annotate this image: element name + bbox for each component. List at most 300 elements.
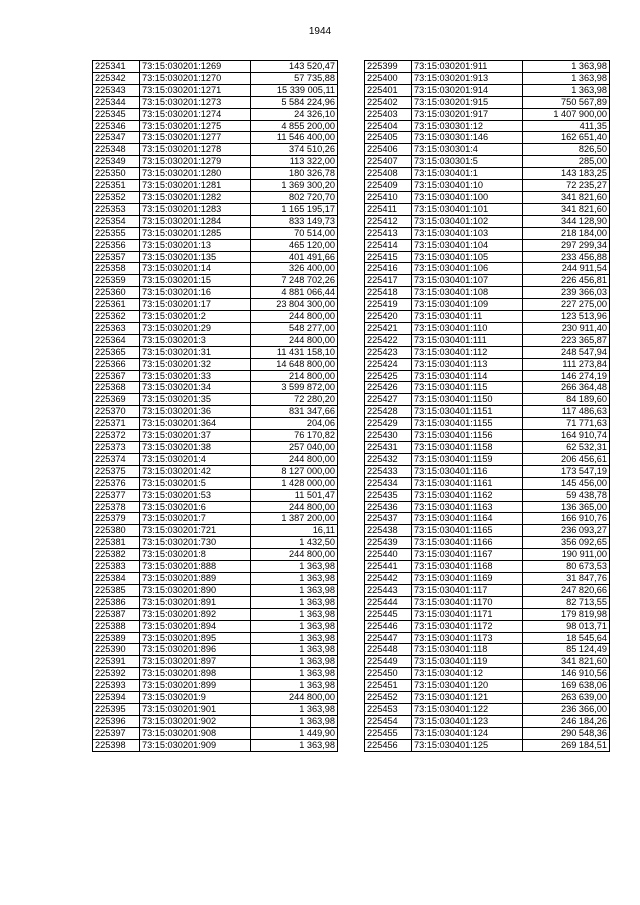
cadastral-value: 166 910,76 [523, 513, 610, 525]
cadastral-number: 73:15:030201:53 [140, 489, 251, 501]
row-number: 225348 [93, 144, 140, 156]
cadastral-value: 233 456,88 [523, 251, 610, 263]
cadastral-value: 15 339 005,11 [251, 84, 338, 96]
row-number: 225410 [365, 191, 412, 203]
cadastral-number: 73:15:030201:899 [140, 680, 251, 692]
table-row [93, 584, 338, 596]
cadastral-number: 73:15:030201:3 [140, 334, 251, 346]
table-row [365, 120, 610, 132]
row-number: 225349 [93, 156, 140, 168]
row-number: 225362 [93, 311, 140, 323]
cadastral-number: 73:15:030401:1159 [412, 453, 523, 465]
cadastral-number: 73:15:030201:14 [140, 263, 251, 275]
row-number: 225429 [365, 418, 412, 430]
table-row [93, 418, 338, 430]
cadastral-number: 73:15:030401:112 [412, 346, 523, 358]
cadastral-number: 73:15:030201:897 [140, 656, 251, 668]
table-row [365, 739, 610, 751]
cadastral-number: 73:15:030201:915 [412, 96, 523, 108]
row-number: 225342 [93, 72, 140, 84]
table-row [93, 680, 338, 692]
cadastral-number: 73:15:030401:125 [412, 739, 523, 751]
row-number: 225406 [365, 144, 412, 156]
cadastral-number: 73:15:030401:108 [412, 287, 523, 299]
cadastral-value: 246 184,26 [523, 715, 610, 727]
cadastral-number: 73:15:030201:909 [140, 739, 251, 751]
row-number: 225398 [93, 739, 140, 751]
cadastral-number: 73:15:030401:106 [412, 263, 523, 275]
cadastral-value: 7 248 702,26 [251, 275, 338, 287]
row-number: 225383 [93, 561, 140, 573]
cadastral-number: 73:15:030401:1163 [412, 501, 523, 513]
table-row [93, 596, 338, 608]
cadastral-value: 826,50 [523, 144, 610, 156]
table-row [365, 584, 610, 596]
cadastral-value: 145 456,00 [523, 477, 610, 489]
cadastral-value: 18 545,64 [523, 632, 610, 644]
table-row [365, 715, 610, 727]
cadastral-number: 73:15:030201:908 [140, 727, 251, 739]
cadastral-number: 73:15:030201:1269 [140, 61, 251, 73]
cadastral-value: 11 431 158,10 [251, 346, 338, 358]
row-number: 225407 [365, 156, 412, 168]
row-number: 225354 [93, 215, 140, 227]
table-row [365, 287, 610, 299]
table-row [93, 453, 338, 465]
row-number: 225347 [93, 132, 140, 144]
cadastral-number: 73:15:030401:1172 [412, 620, 523, 632]
cadastral-value: 23 804 300,00 [251, 299, 338, 311]
table-row [365, 132, 610, 144]
cadastral-number: 73:15:030401:1166 [412, 537, 523, 549]
cadastral-number: 73:15:030201:1271 [140, 84, 251, 96]
cadastral-number: 73:15:030201:896 [140, 644, 251, 656]
cadastral-number: 73:15:030201:1282 [140, 191, 251, 203]
table-row [93, 311, 338, 323]
cadastral-value: 236 366,00 [523, 703, 610, 715]
row-number: 225363 [93, 322, 140, 334]
cadastral-number: 73:15:030401:1162 [412, 489, 523, 501]
cadastral-number: 73:15:030201:13 [140, 239, 251, 251]
row-number: 225385 [93, 584, 140, 596]
cadastral-number: 73:15:030401:1150 [412, 394, 523, 406]
table-row [365, 406, 610, 418]
row-number: 225365 [93, 346, 140, 358]
cadastral-number: 73:15:030201:1285 [140, 227, 251, 239]
row-number: 225402 [365, 96, 412, 108]
cadastral-value: 70 514,00 [251, 227, 338, 239]
table-row [93, 703, 338, 715]
cadastral-number: 73:15:030201:1270 [140, 72, 251, 84]
cadastral-number: 73:15:030201:34 [140, 382, 251, 394]
row-number: 225415 [365, 251, 412, 263]
cadastral-number: 73:15:030401:1170 [412, 596, 523, 608]
cadastral-number: 73:15:030401:1169 [412, 572, 523, 584]
table-row [93, 632, 338, 644]
table-row [365, 251, 610, 263]
table-row [365, 572, 610, 584]
cadastral-value: 206 456,61 [523, 453, 610, 465]
table-row [365, 144, 610, 156]
table-row [365, 84, 610, 96]
cadastral-number: 73:15:030201:135 [140, 251, 251, 263]
row-number: 225403 [365, 108, 412, 120]
table-row [365, 346, 610, 358]
cadastral-value: 356 092,65 [523, 537, 610, 549]
cadastral-value: 146 910,56 [523, 668, 610, 680]
cadastral-value: 1 363,98 [251, 739, 338, 751]
cadastral-number: 73:15:030401:123 [412, 715, 523, 727]
table-row [365, 156, 610, 168]
table-row [93, 191, 338, 203]
cadastral-number: 73:15:030301:146 [412, 132, 523, 144]
cadastral-value: 344 128,90 [523, 215, 610, 227]
cadastral-value: 227 275,00 [523, 299, 610, 311]
table-row [93, 501, 338, 513]
cadastral-value: 123 513,96 [523, 311, 610, 323]
row-number: 225451 [365, 680, 412, 692]
row-number: 225376 [93, 477, 140, 489]
table-row [365, 501, 610, 513]
row-number: 225390 [93, 644, 140, 656]
cadastral-value: 72 235,27 [523, 180, 610, 192]
table-row [93, 251, 338, 263]
table-row [365, 108, 610, 120]
cadastral-value: 244 800,00 [251, 453, 338, 465]
row-number: 225394 [93, 692, 140, 704]
row-number: 225441 [365, 561, 412, 573]
table-row [365, 96, 610, 108]
row-number: 225359 [93, 275, 140, 287]
cadastral-value: 214 800,00 [251, 370, 338, 382]
cadastral-number: 73:15:030401:102 [412, 215, 523, 227]
row-number: 225370 [93, 406, 140, 418]
cadastral-value: 136 365,00 [523, 501, 610, 513]
table-row [93, 715, 338, 727]
row-number: 225445 [365, 608, 412, 620]
row-number: 225431 [365, 442, 412, 454]
row-number: 225352 [93, 191, 140, 203]
cadastral-number: 73:15:030201:8 [140, 549, 251, 561]
cadastral-number: 73:15:030201:891 [140, 596, 251, 608]
cadastral-number: 73:15:030201:1284 [140, 215, 251, 227]
table-row [365, 549, 610, 561]
cadastral-value: 239 366,03 [523, 287, 610, 299]
cadastral-number: 73:15:030401:122 [412, 703, 523, 715]
table-row [365, 477, 610, 489]
table-row [365, 668, 610, 680]
cadastral-number: 73:15:030401:1167 [412, 549, 523, 561]
row-number: 225386 [93, 596, 140, 608]
cadastral-value: 82 713,55 [523, 596, 610, 608]
cadastral-value: 1 363,98 [251, 596, 338, 608]
cadastral-value: 263 639,00 [523, 692, 610, 704]
table-row [93, 549, 338, 561]
cadastral-value: 1 428 000,00 [251, 477, 338, 489]
table-row [93, 156, 338, 168]
row-number: 225442 [365, 572, 412, 584]
cadastral-number: 73:15:030401:105 [412, 251, 523, 263]
cadastral-value: 72 280,20 [251, 394, 338, 406]
cadastral-value: 180 326,78 [251, 168, 338, 180]
row-number: 225355 [93, 227, 140, 239]
cadastral-number: 73:15:030401:10 [412, 180, 523, 192]
cadastral-number: 73:15:030401:120 [412, 680, 523, 692]
cadastral-number: 73:15:030401:1168 [412, 561, 523, 573]
cadastral-value: 1 363,98 [251, 584, 338, 596]
row-number: 225373 [93, 442, 140, 454]
row-number: 225456 [365, 739, 412, 751]
row-number: 225423 [365, 346, 412, 358]
table-row [365, 394, 610, 406]
row-number: 225379 [93, 513, 140, 525]
row-number: 225380 [93, 525, 140, 537]
cadastral-value: 31 847,76 [523, 572, 610, 584]
row-number: 225439 [365, 537, 412, 549]
cadastral-value: 143 520,47 [251, 61, 338, 73]
row-number: 225408 [365, 168, 412, 180]
table-row [365, 453, 610, 465]
cadastral-value: 169 638,06 [523, 680, 610, 692]
table-row [93, 620, 338, 632]
cadastral-value: 11 546 400,00 [251, 132, 338, 144]
table-row [365, 168, 610, 180]
row-number: 225404 [365, 120, 412, 132]
table-row [93, 608, 338, 620]
cadastral-number: 73:15:030201:911 [412, 61, 523, 73]
row-number: 225368 [93, 382, 140, 394]
cadastral-number: 73:15:030201:1277 [140, 132, 251, 144]
cadastral-number: 73:15:030401:11 [412, 311, 523, 323]
table-row [93, 382, 338, 394]
cadastral-value: 5 584 224,96 [251, 96, 338, 108]
cadastral-number: 73:15:030201:901 [140, 703, 251, 715]
table-row [93, 96, 338, 108]
cadastral-value: 257 040,00 [251, 442, 338, 454]
cadastral-number: 73:15:030401:121 [412, 692, 523, 704]
cadastral-value: 223 365,87 [523, 334, 610, 346]
cadastral-value: 173 547,19 [523, 465, 610, 477]
row-number: 225450 [365, 668, 412, 680]
cadastral-number: 73:15:030201:889 [140, 572, 251, 584]
table-row [93, 406, 338, 418]
row-number: 225422 [365, 334, 412, 346]
row-number: 225430 [365, 430, 412, 442]
cadastral-number: 73:15:030401:1173 [412, 632, 523, 644]
cadastral-value: 4 881 066,44 [251, 287, 338, 299]
row-number: 225395 [93, 703, 140, 715]
table-row [365, 203, 610, 215]
cadastral-value: 244 800,00 [251, 692, 338, 704]
table-row [93, 108, 338, 120]
row-number: 225341 [93, 61, 140, 73]
row-number: 225453 [365, 703, 412, 715]
cadastral-value: 1 363,98 [251, 680, 338, 692]
cadastral-number: 73:15:030201:17 [140, 299, 251, 311]
table-row [93, 84, 338, 96]
cadastral-number: 73:15:030401:1158 [412, 442, 523, 454]
cadastral-number: 73:15:030201:5 [140, 477, 251, 489]
row-number: 225452 [365, 692, 412, 704]
row-number: 225443 [365, 584, 412, 596]
cadastral-value: 341 821,60 [523, 203, 610, 215]
table-row [365, 275, 610, 287]
table-row [93, 537, 338, 549]
row-number: 225372 [93, 430, 140, 442]
row-number: 225357 [93, 251, 140, 263]
cadastral-value: 1 363,98 [251, 715, 338, 727]
table-row [93, 239, 338, 251]
table-row [365, 561, 610, 573]
cadastral-value: 24 326,10 [251, 108, 338, 120]
table-row [93, 358, 338, 370]
table-row [93, 61, 338, 73]
table-row [93, 227, 338, 239]
cadastral-value: 162 651,40 [523, 132, 610, 144]
cadastral-number: 73:15:030201:38 [140, 442, 251, 454]
cadastral-number: 73:15:030201:1273 [140, 96, 251, 108]
cadastral-number: 73:15:030401:1164 [412, 513, 523, 525]
cadastral-value: 1 369 300,20 [251, 180, 338, 192]
cadastral-value: 179 819,98 [523, 608, 610, 620]
cadastral-value: 1 449,90 [251, 727, 338, 739]
table-row [365, 703, 610, 715]
table-row [93, 692, 338, 704]
table-row [93, 72, 338, 84]
cadastral-number: 73:15:030201:1279 [140, 156, 251, 168]
row-number: 225369 [93, 394, 140, 406]
row-number: 225405 [365, 132, 412, 144]
table-row [365, 322, 610, 334]
cadastral-number: 73:15:030201:31 [140, 346, 251, 358]
table-row [365, 72, 610, 84]
cadastral-value: 59 438,78 [523, 489, 610, 501]
row-number: 225421 [365, 322, 412, 334]
table-row [365, 358, 610, 370]
row-number: 225384 [93, 572, 140, 584]
cadastral-number: 73:15:030201:6 [140, 501, 251, 513]
cadastral-number: 73:15:030201:9 [140, 692, 251, 704]
cadastral-value: 226 456,81 [523, 275, 610, 287]
cadastral-value: 98 013,71 [523, 620, 610, 632]
cadastral-number: 73:15:030401:1165 [412, 525, 523, 537]
cadastral-number: 73:15:030201:1280 [140, 168, 251, 180]
row-number: 225396 [93, 715, 140, 727]
cadastral-value: 57 735,88 [251, 72, 338, 84]
row-number: 225440 [365, 549, 412, 561]
cadastral-number: 73:15:030401:1155 [412, 418, 523, 430]
table-row [93, 215, 338, 227]
row-number: 225378 [93, 501, 140, 513]
table-row [365, 692, 610, 704]
cadastral-value: 146 274,19 [523, 370, 610, 382]
cadastral-number: 73:15:030201:33 [140, 370, 251, 382]
row-number: 225371 [93, 418, 140, 430]
table-row [93, 144, 338, 156]
table-row [365, 370, 610, 382]
cadastral-value: 84 189,60 [523, 394, 610, 406]
cadastral-value: 1 387 200,00 [251, 513, 338, 525]
row-number: 225409 [365, 180, 412, 192]
cadastral-value: 297 299,34 [523, 239, 610, 251]
cadastral-value: 465 120,00 [251, 239, 338, 251]
table-row [365, 215, 610, 227]
cadastral-value: 1 363,98 [523, 61, 610, 73]
cadastral-value: 1 432,50 [251, 537, 338, 549]
cadastral-number: 73:15:030201:1274 [140, 108, 251, 120]
table-row [365, 525, 610, 537]
table-row [93, 203, 338, 215]
cadastral-value: 1 363,98 [251, 644, 338, 656]
row-number: 225351 [93, 180, 140, 192]
table-row [365, 61, 610, 73]
row-number: 225356 [93, 239, 140, 251]
row-number: 225449 [365, 656, 412, 668]
row-number: 225377 [93, 489, 140, 501]
cadastral-number: 73:15:030201:902 [140, 715, 251, 727]
table-row [93, 287, 338, 299]
cadastral-value: 248 547,94 [523, 346, 610, 358]
row-number: 225366 [93, 358, 140, 370]
table-row [93, 477, 338, 489]
cadastral-value: 1 363,98 [251, 572, 338, 584]
cadastral-value: 1 363,98 [251, 608, 338, 620]
cadastral-number: 73:15:030401:1156 [412, 430, 523, 442]
table-row [93, 346, 338, 358]
cadastral-number: 73:15:030301:5 [412, 156, 523, 168]
table-row [365, 180, 610, 192]
cadastral-value: 1 363,98 [251, 668, 338, 680]
row-number: 225425 [365, 370, 412, 382]
row-number: 225433 [365, 465, 412, 477]
table-row [93, 525, 338, 537]
cadastral-number: 73:15:030201:36 [140, 406, 251, 418]
cadastral-value: 374 510,26 [251, 144, 338, 156]
cadastral-number: 73:15:030201:364 [140, 418, 251, 430]
row-number: 225417 [365, 275, 412, 287]
row-number: 225418 [365, 287, 412, 299]
row-number: 225455 [365, 727, 412, 739]
cadastral-value: 164 910,74 [523, 430, 610, 442]
row-number: 225345 [93, 108, 140, 120]
cadastral-number: 73:15:030201:890 [140, 584, 251, 596]
cadastral-value: 548 277,00 [251, 322, 338, 334]
table-row [365, 632, 610, 644]
row-number: 225346 [93, 120, 140, 132]
row-number: 225437 [365, 513, 412, 525]
cadastral-value: 269 184,51 [523, 739, 610, 751]
row-number: 225436 [365, 501, 412, 513]
row-number: 225399 [365, 61, 412, 73]
table-row [365, 620, 610, 632]
table-row [93, 513, 338, 525]
table-row [365, 299, 610, 311]
cadastral-value: 236 093,27 [523, 525, 610, 537]
table-row [93, 656, 338, 668]
row-number: 225392 [93, 668, 140, 680]
cadastral-number: 73:15:030201:914 [412, 84, 523, 96]
cadastral-value: 285,00 [523, 156, 610, 168]
cadastral-number: 73:15:030201:35 [140, 394, 251, 406]
row-number: 225448 [365, 644, 412, 656]
cadastral-number: 73:15:030201:898 [140, 668, 251, 680]
cadastral-value: 190 911,00 [523, 549, 610, 561]
cadastral-number: 73:15:030201:913 [412, 72, 523, 84]
cadastral-number: 73:15:030201:42 [140, 465, 251, 477]
cadastral-number: 73:15:030201:1278 [140, 144, 251, 156]
cadastral-value: 111 273,84 [523, 358, 610, 370]
row-number: 225412 [365, 215, 412, 227]
